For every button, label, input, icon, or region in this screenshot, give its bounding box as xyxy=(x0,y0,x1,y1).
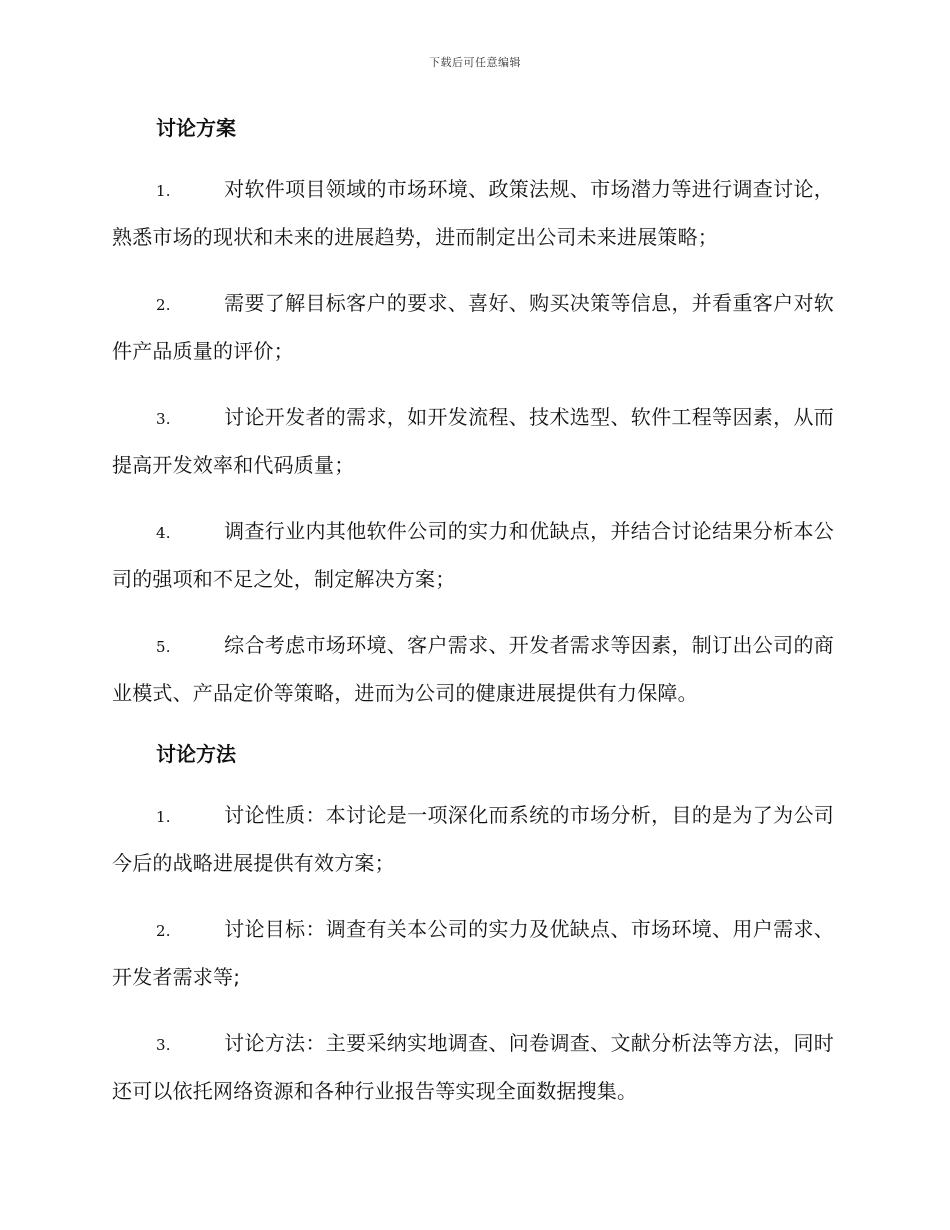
list-text: 需要了解目标客户的要求、喜好、购买决策等信息，并看重客户对软件产品质量的评价； xyxy=(112,291,834,363)
list-item xyxy=(112,394,834,488)
list-item xyxy=(112,622,834,716)
list-number: 1. xyxy=(156,808,171,826)
list-number: 5. xyxy=(156,638,171,656)
list-item xyxy=(112,906,834,1000)
list-text: 对软件项目领域的市场环境、政策法规、市场潜力等进行调查讨论，熟悉市场的现状和未来的进展趋势，进而制定出公司未来进展策略； xyxy=(112,177,834,249)
list-number: 3. xyxy=(156,1036,171,1054)
list-number: 2. xyxy=(156,922,171,940)
list-item xyxy=(112,792,834,886)
list-number: 4. xyxy=(156,524,171,542)
list-item xyxy=(112,508,834,602)
list-item xyxy=(112,166,834,260)
list-item xyxy=(112,280,834,374)
section-heading-method: 讨论方法 xyxy=(156,742,236,766)
list-text: 讨论目标：调查有关本公司的实力及优缺点、市场环境、用户需求、开发者需求等; xyxy=(112,917,834,989)
list-text: 调查行业内其他软件公司的实力和优缺点，并结合讨论结果分析本公司的强项和不足之处，制定解决方案； xyxy=(112,519,834,591)
list-text: 讨论方法：主要采纳实地调查、问卷调查、文献分析法等方法，同时还可以依托网络资源和各种行业报告等实现全面数据搜集。 xyxy=(112,1031,834,1103)
list-number: 1. xyxy=(156,182,171,200)
list-item xyxy=(112,1020,834,1114)
list-number: 2. xyxy=(156,296,171,314)
list-text: 讨论开发者的需求，如开发流程、技术选型、软件工程等因素，从而提高开发效率和代码质量； xyxy=(112,405,834,477)
list-text: 综合考虑市场环境、客户需求、开发者需求等因素，制订出公司的商业模式、产品定价等策略，进而为公司的健康进展提供有力保障。 xyxy=(112,633,834,705)
page-header: 下载后可任意编辑 xyxy=(429,56,521,69)
list-text: 讨论性质：本讨论是一项深化而系统的市场分析，目的是为了为公司今后的战略进展提供有效方案； xyxy=(112,803,834,875)
list-number: 3. xyxy=(156,410,171,428)
section-heading-plan: 讨论方案 xyxy=(156,116,236,140)
document-body xyxy=(112,110,834,1134)
